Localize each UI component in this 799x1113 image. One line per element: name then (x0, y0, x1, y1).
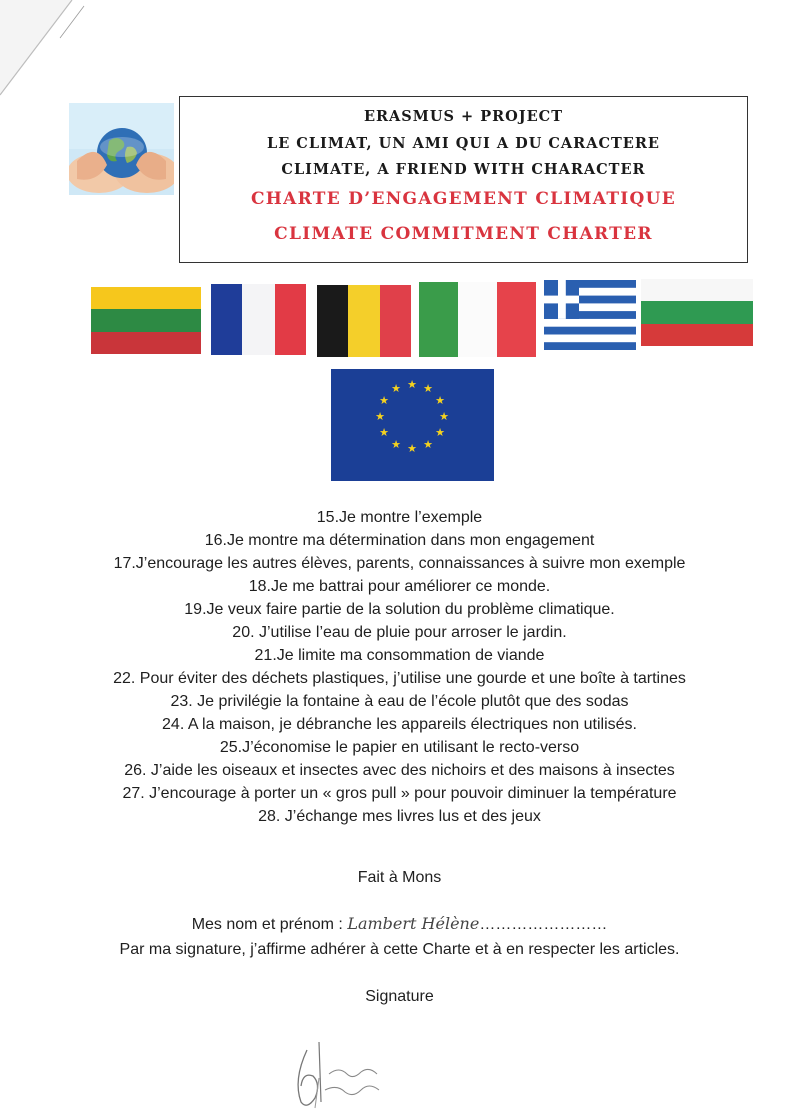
project-title: ERASMUS + PROJECT (363, 108, 564, 125)
commitment-item: 28. J’échange mes livres lus et des jeux (258, 808, 541, 825)
name-dotted-line: …………………… (479, 916, 608, 933)
svg-text:★: ★ (407, 378, 417, 391)
project-header-box (179, 96, 748, 263)
commitment-item: 21.Je limite ma consommation de viande (254, 647, 545, 664)
commitment-item: 27. J’encourage à porter un « gros pull » pour pouvoir diminuer la température (122, 785, 677, 802)
handwritten-name: Lambert Hélène (347, 914, 480, 933)
commitment-item: 19.Je veux faire partie de la solution du problème climatique. (184, 601, 615, 618)
charter-title-fr: CHARTE D’ENGAGEMENT CLIMATIQUE (250, 189, 677, 209)
flag-greece (544, 280, 636, 350)
affirmation-line (0, 941, 799, 959)
svg-text:★: ★ (435, 394, 445, 407)
name-label: Mes nom et prénom : (191, 916, 348, 933)
commitment-item: 16.Je montre ma détermination dans mon engagement (204, 532, 595, 549)
charter-title-en: CLIMATE COMMITMENT CHARTER (274, 224, 653, 244)
svg-text:★: ★ (375, 410, 385, 423)
svg-text:★: ★ (423, 438, 433, 451)
signature-label: Signature (365, 988, 434, 1005)
commitment-item: 20. J’utilise l’eau de pluie pour arroser le jardin. (232, 624, 567, 641)
flag-european-union (331, 369, 494, 481)
svg-text:★: ★ (391, 382, 401, 395)
svg-text:★: ★ (379, 394, 389, 407)
svg-text:★: ★ (379, 426, 389, 439)
svg-text:★: ★ (439, 410, 449, 423)
flag-bulgaria (641, 279, 753, 346)
commitment-item: 15.Je montre l’exemple (316, 509, 483, 526)
commitment-item: 18.Je me battrai pour améliorer ce monde. (248, 578, 551, 595)
svg-text:★: ★ (435, 426, 445, 439)
commitment-item: 25.J’économise le papier en utilisant le recto-verso (219, 739, 580, 756)
affirmation-text: Par ma signature, j’affirme adhérer à cette Charte et à en respecter les articles. (119, 941, 680, 958)
place-text: Fait à Mons (357, 869, 442, 886)
svg-text:★: ★ (407, 442, 417, 455)
flag-lithuania (91, 287, 201, 354)
commitment-list (0, 509, 799, 849)
commitment-item: 17.J’encourage les autres élèves, parents, connaissances à suivre mon exemple (113, 555, 686, 572)
handwritten-signature (285, 1030, 405, 1113)
earth-hands-logo (69, 103, 174, 195)
commitment-item: 22. Pour éviter des déchets plastiques, j’utilise une gourde et une boîte à tartines (113, 670, 686, 687)
commitment-item: 26. J’aide les oiseaux et insectes avec des nichoirs et des maisons à insectes (124, 762, 675, 779)
theme-title-en: CLIMATE, A FRIEND WITH CHARACTER (281, 161, 646, 178)
place-line (0, 869, 799, 887)
signature-label-line (0, 988, 799, 1006)
name-line (0, 914, 799, 934)
flag-italy (419, 282, 536, 357)
flag-belgium (317, 285, 411, 357)
svg-text:★: ★ (391, 438, 401, 451)
svg-text:★: ★ (423, 382, 433, 395)
folded-corner (0, 0, 90, 100)
flag-france (211, 284, 306, 355)
commitment-item: 23. Je privilégie la fontaine à eau de l’école plutôt que des sodas (170, 693, 629, 710)
theme-title-fr: LE CLIMAT, UN AMI QUI A DU CARACTERE (267, 135, 660, 152)
commitment-item: 24. A la maison, je débranche les appareils électriques non utilisés. (162, 716, 637, 733)
